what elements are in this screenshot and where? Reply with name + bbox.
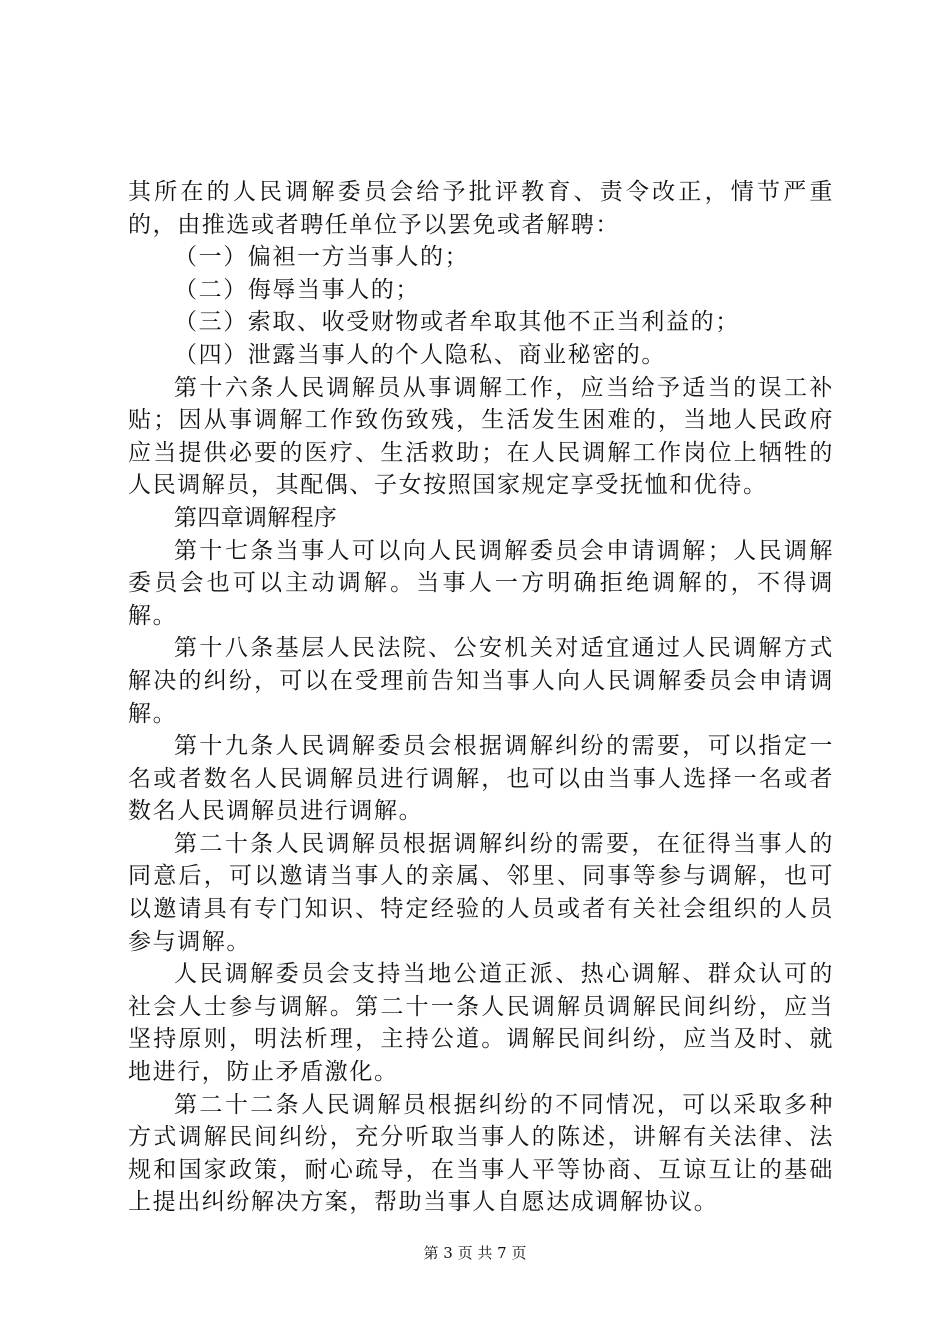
article-22: 第二十二条人民调解员根据纠纷的不同情况，可以采取多种方式调解民间纠纷，充分听取当事人的陈述，讲解有关法律、法规和国家政策，耐心疏导，在当事人平等协商、互谅互让的基础上提出纠纷解决方案，帮助当事人自愿达成调解协议。 bbox=[128, 1091, 834, 1216]
list-item-4: （四）泄露当事人的个人隐私、商业秘密的。 bbox=[174, 341, 666, 368]
list-item-2: （二）侮辱当事人的； bbox=[174, 276, 420, 303]
list-item-3: （三）索取、收受财物或者牟取其他不正当利益的； bbox=[174, 309, 740, 336]
page-footer bbox=[0, 1243, 950, 1263]
article-18: 第十八条基层人民法院、公安机关对适宜通过人民调解方式解决的纠纷，可以在受理前告知当事人向人民调解委员会申请调解。 bbox=[128, 635, 834, 727]
article-20: 第二十条人民调解员根据调解纠纷的需要，在征得当事人的同意后，可以邀请当事人的亲属、邻里、同事等参与调解，也可以邀请具有专门知识、特定经验的人员或者有关社会组织的人员参与调解。 bbox=[128, 830, 834, 955]
article-19: 第十九条人民调解委员会根据调解纠纷的需要，可以指定一名或者数名人民调解员进行调解，也可以由当事人选择一名或者数名人民调解员进行调解。 bbox=[128, 733, 834, 825]
chapter-heading: 第四章调解程序 bbox=[174, 504, 338, 531]
document-body bbox=[128, 176, 834, 1219]
list-item-1: （一）偏袒一方当事人的； bbox=[174, 244, 470, 271]
article-16: 第十六条人民调解员从事调解工作，应当给予适当的误工补贴；因从事调解工作致伤致残，生活发生困难的，当地人民政府应当提供必要的医疗、生活救助；在人民调解工作岗位上牺牲的人民调解员，其配偶、子女按照国家规定享受抚恤和优待。 bbox=[128, 374, 834, 499]
page-number: 第 3 页 共 7 页 bbox=[423, 1244, 527, 1262]
paragraph-continuation: 其所在的人民调解委员会给予批评教育、责令改正，情节严重的，由推选或者聘任单位予以罢免或者解聘： bbox=[128, 179, 834, 238]
article-17: 第十七条当事人可以向人民调解委员会申请调解；人民调解委员会也可以主动调解。当事人一方明确拒绝调解的，不得调解。 bbox=[128, 537, 834, 629]
article-20-supplement-21: 人民调解委员会支持当地公道正派、热心调解、群众认可的社会人士参与调解。第二十一条人民调解员调解民间纠纷，应当坚持原则，明法析理，主持公道。调解民间纠纷，应当及时、就地进行，防止矛盾激化。 bbox=[128, 961, 834, 1086]
